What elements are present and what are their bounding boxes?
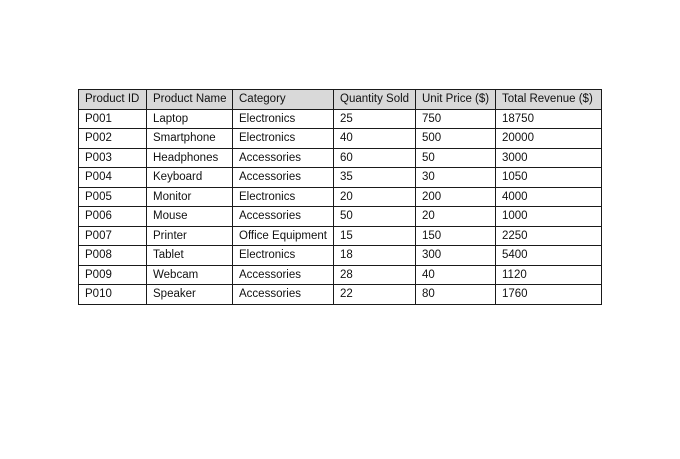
cell-product-id: P009 xyxy=(79,265,147,285)
cell-quantity-sold: 50 xyxy=(334,207,416,227)
cell-unit-price: 300 xyxy=(416,246,496,266)
cell-category: Accessories xyxy=(233,168,334,188)
cell-unit-price: 20 xyxy=(416,207,496,227)
cell-unit-price: 30 xyxy=(416,168,496,188)
table-row xyxy=(79,129,602,149)
cell-total-revenue: 2250 xyxy=(496,226,602,246)
cell-total-revenue: 20000 xyxy=(496,129,602,149)
table-row xyxy=(79,168,602,188)
cell-product-name: Smartphone xyxy=(147,129,233,149)
cell-category: Electronics xyxy=(233,246,334,266)
cell-total-revenue: 1050 xyxy=(496,168,602,188)
cell-category: Accessories xyxy=(233,265,334,285)
header-product-id: Product ID xyxy=(79,90,147,110)
header-quantity-sold: Quantity Sold xyxy=(334,90,416,110)
cell-total-revenue: 1120 xyxy=(496,265,602,285)
cell-product-name: Tablet xyxy=(147,246,233,266)
header-total-revenue: Total Revenue ($) xyxy=(496,90,602,110)
cell-unit-price: 80 xyxy=(416,285,496,305)
cell-quantity-sold: 28 xyxy=(334,265,416,285)
cell-total-revenue: 3000 xyxy=(496,148,602,168)
cell-product-id: P006 xyxy=(79,207,147,227)
header-unit-price: Unit Price ($) xyxy=(416,90,496,110)
cell-quantity-sold: 22 xyxy=(334,285,416,305)
cell-product-name: Monitor xyxy=(147,187,233,207)
cell-product-id: P007 xyxy=(79,226,147,246)
table-row xyxy=(79,148,602,168)
cell-product-id: P001 xyxy=(79,109,147,129)
cell-category: Office Equipment xyxy=(233,226,334,246)
cell-quantity-sold: 20 xyxy=(334,187,416,207)
cell-category: Electronics xyxy=(233,109,334,129)
cell-total-revenue: 5400 xyxy=(496,246,602,266)
cell-product-name: Webcam xyxy=(147,265,233,285)
cell-unit-price: 40 xyxy=(416,265,496,285)
cell-category: Electronics xyxy=(233,187,334,207)
table-row xyxy=(79,226,602,246)
cell-quantity-sold: 60 xyxy=(334,148,416,168)
cell-category: Accessories xyxy=(233,285,334,305)
cell-quantity-sold: 18 xyxy=(334,246,416,266)
header-row xyxy=(79,90,602,110)
cell-category: Accessories xyxy=(233,207,334,227)
cell-unit-price: 500 xyxy=(416,129,496,149)
table-row xyxy=(79,246,602,266)
cell-product-id: P002 xyxy=(79,129,147,149)
cell-product-name: Laptop xyxy=(147,109,233,129)
cell-unit-price: 50 xyxy=(416,148,496,168)
cell-product-id: P004 xyxy=(79,168,147,188)
cell-product-id: P003 xyxy=(79,148,147,168)
cell-product-id: P005 xyxy=(79,187,147,207)
table-row xyxy=(79,187,602,207)
cell-total-revenue: 18750 xyxy=(496,109,602,129)
cell-product-name: Mouse xyxy=(147,207,233,227)
cell-product-name: Printer xyxy=(147,226,233,246)
header-product-name: Product Name xyxy=(147,90,233,110)
cell-quantity-sold: 15 xyxy=(334,226,416,246)
cell-product-id: P010 xyxy=(79,285,147,305)
table-row xyxy=(79,207,602,227)
cell-total-revenue: 1760 xyxy=(496,285,602,305)
cell-unit-price: 150 xyxy=(416,226,496,246)
cell-category: Electronics xyxy=(233,129,334,149)
cell-quantity-sold: 35 xyxy=(334,168,416,188)
table-header xyxy=(79,90,602,110)
cell-total-revenue: 1000 xyxy=(496,207,602,227)
cell-quantity-sold: 25 xyxy=(334,109,416,129)
cell-product-id: P008 xyxy=(79,246,147,266)
table-body xyxy=(79,109,602,304)
cell-product-name: Headphones xyxy=(147,148,233,168)
cell-quantity-sold: 40 xyxy=(334,129,416,149)
sales-table xyxy=(78,89,602,305)
cell-product-name: Speaker xyxy=(147,285,233,305)
cell-unit-price: 750 xyxy=(416,109,496,129)
header-category: Category xyxy=(233,90,334,110)
table-row xyxy=(79,285,602,305)
table-row xyxy=(79,109,602,129)
cell-product-name: Keyboard xyxy=(147,168,233,188)
cell-unit-price: 200 xyxy=(416,187,496,207)
cell-category: Accessories xyxy=(233,148,334,168)
table-row xyxy=(79,265,602,285)
cell-total-revenue: 4000 xyxy=(496,187,602,207)
